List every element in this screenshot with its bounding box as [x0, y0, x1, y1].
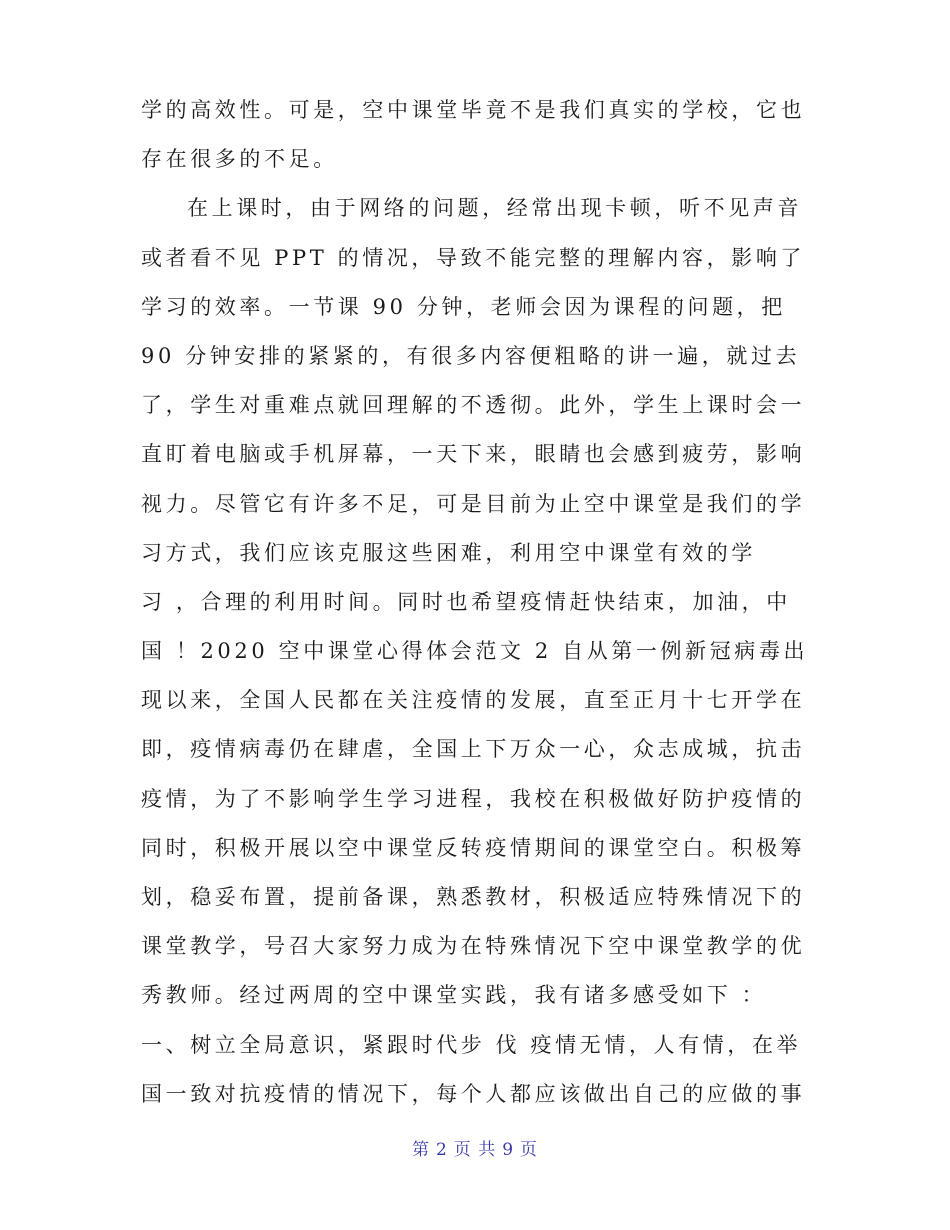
text-line: 同时，积极开展以空中课堂反转疫情期间的课堂空白。积极筹: [141, 835, 806, 860]
footer-middle: 页 共: [453, 1140, 497, 1160]
text-line: 90 分钟安排的紧紧的，有很多内容便粗略的讲一遍，就过去: [141, 343, 801, 368]
text-line: 秀教师。经过两周的空中课堂实践，我有诸多感受如下 ：: [141, 983, 767, 1008]
body-text: [141, 86, 821, 1119]
text-line: 国 ！2020 空中课堂心得体会范文 2 自从第一例新冠病毒出: [141, 639, 809, 664]
text-line: 或者看不见 PPT 的情况，导致不能完整的理解内容，影响了: [141, 245, 806, 270]
text-line: 习方式，我们应该克服这些困难，利用空中课堂有效的学: [141, 540, 756, 565]
footer-prefix: 第: [411, 1140, 430, 1160]
text-line: 一、树立全局意识，紧跟时代步 伐 疫情无情，人有情，在举: [141, 1032, 802, 1057]
text-line: 习 ，合理的利用时间。同时也希望疫情赶快结束，加油，中: [141, 589, 791, 614]
text-line: 学习的效率。一节课 90 分钟，老师会因为课程的问题，把: [141, 294, 786, 319]
text-line: 视力。尽管它有许多不足，可是目前为止空中课堂是我们的学: [141, 491, 806, 516]
text-line: 课堂教学，号召大家努力成为在特殊情况下空中课堂教学的优: [141, 934, 806, 959]
text-line: 划，稳妥布置，提前备课，熟悉教材，积极适应特殊情况下的: [141, 885, 806, 909]
text-line: 直盯着电脑或手机屏幕，一天下来，眼睛也会感到疲劳，影响: [141, 442, 806, 467]
text-line: 即，疫情病毒仍在肆虐，全国上下万众一心，众志成城，抗击: [141, 737, 806, 762]
text-line: 学的高效性。可是，空中课堂毕竟不是我们真实的学校，它也: [141, 98, 806, 122]
current-page-number: 2: [435, 1140, 448, 1160]
page-footer: [0, 1135, 950, 1160]
text-line: 国一致对抗疫情的情况下，每个人都应该做出自己的应做的事: [141, 1081, 806, 1106]
text-line: 了，学生对重难点就回理解的不透彻。此外，学生上课时会一: [141, 393, 806, 418]
footer-suffix: 页: [520, 1140, 539, 1160]
text-line: 存在很多的不足。: [141, 147, 338, 172]
text-line: 疫情，为了不影响学生学习进程，我校在积极做好防护疫情的: [141, 786, 806, 811]
text-line: 现以来，全国人民都在关注疫情的发展，直至正月十七开学在: [141, 688, 806, 713]
total-page-count: 9: [502, 1140, 515, 1160]
paragraph-start-line: 在上课时，由于网络的问题，经常出现卡顿，听不见声音: [187, 196, 802, 221]
